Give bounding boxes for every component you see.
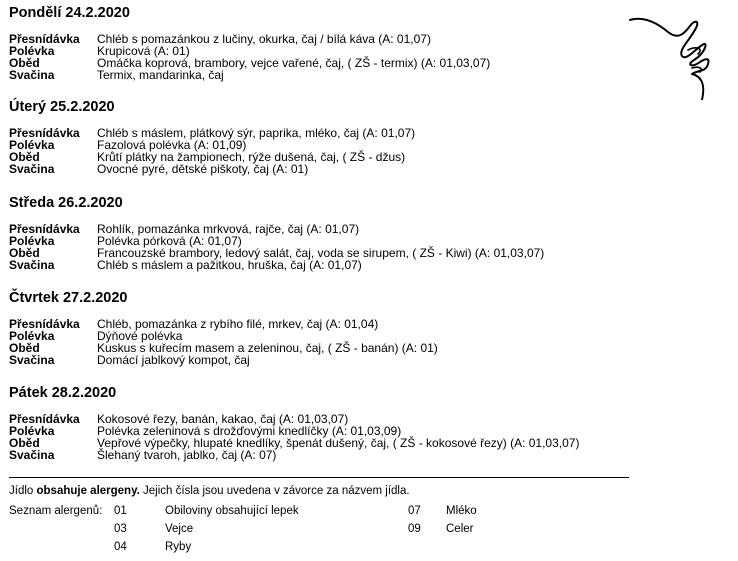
meal-label: Oběd bbox=[9, 436, 40, 450]
meal-row bbox=[9, 259, 362, 271]
meal-label: Svačina bbox=[9, 258, 55, 272]
meal-label: Oběd bbox=[9, 341, 40, 355]
note-suffix: Jejich čísla jsou uvedena v závorce za názvem jídla. bbox=[139, 485, 410, 497]
meal-label: Polévka bbox=[9, 138, 55, 152]
meal-text: Chléb s pomazánkou z lučiny, okurka, čaj / bílá káva (A: 01,07) bbox=[97, 32, 431, 46]
meal-text: Ovocné pyré, dětské piškoty, čaj (A: 01) bbox=[97, 162, 309, 176]
meal-text: Chléb s máslem, plátkový sýr, paprika, mléko, čaj (A: 01,07) bbox=[97, 126, 416, 140]
meal-text: Polévka zeleninová s drožďovými knedlíčky (A: 01,03,09) bbox=[97, 424, 402, 438]
meal-label: Svačina bbox=[9, 68, 55, 82]
meal-label: Přesnídávka bbox=[9, 32, 80, 46]
meal-text: Polévka pórková (A: 01,07) bbox=[97, 234, 242, 248]
day-title: Čtvrtek 27.2.2020 bbox=[9, 290, 128, 306]
meal-row bbox=[9, 163, 308, 175]
allergen-code: 09 bbox=[408, 523, 421, 535]
allergen-name: Celer bbox=[446, 523, 474, 535]
meal-label: Polévka bbox=[9, 44, 55, 58]
meal-text: Fazolová polévka (A: 01,09) bbox=[97, 138, 247, 152]
day-title: Středa 26.2.2020 bbox=[9, 195, 123, 211]
meal-text: Dýňové polévka bbox=[97, 329, 183, 343]
meal-row bbox=[9, 57, 490, 69]
note-prefix: Jídlo bbox=[9, 485, 37, 497]
meal-text: Vepřové výpečky, hlupaté knedlíky, špenát dušený, čaj, ( ZŠ - kokosové řezy) (A: 01,03,07) bbox=[97, 436, 580, 450]
meal-row bbox=[9, 449, 276, 461]
meal-label: Oběd bbox=[9, 150, 40, 164]
divider bbox=[9, 477, 629, 478]
meal-text: Omáčka koprová, brambory, vejce vařené, čaj, ( ZŠ - termix) (A: 01,03,07) bbox=[97, 56, 491, 70]
meal-text: Chléb s máslem a pažitkou, hruška, čaj (A: 01,07) bbox=[97, 258, 362, 272]
meal-label: Oběd bbox=[9, 56, 40, 70]
meal-text: Rohlík, pomazánka mrkvová, rajče, čaj (A: 01,07) bbox=[97, 222, 360, 236]
allergen-code: 01 bbox=[114, 505, 127, 517]
meal-text: Šlehaný tvaroh, jablko, čaj (A: 07) bbox=[97, 448, 277, 462]
meal-label: Přesnídávka bbox=[9, 126, 80, 140]
meal-text: Chléb, pomazánka z rybího filé, mrkev, čaj (A: 01,04) bbox=[97, 317, 379, 331]
meal-text: Kokosové řezy, banán, kakao, čaj (A: 01,03,07) bbox=[97, 412, 349, 426]
allergen-list-label: Seznam alergenů: bbox=[9, 505, 103, 517]
note-bold: obsahuje alergeny. bbox=[36, 485, 140, 497]
meal-label: Oběd bbox=[9, 246, 40, 260]
allergen-name: Mléko bbox=[446, 505, 477, 517]
meal-label: Polévka bbox=[9, 234, 55, 248]
allergen-code: 07 bbox=[408, 505, 421, 517]
meal-label: Přesnídávka bbox=[9, 222, 80, 236]
meal-label: Přesnídávka bbox=[9, 412, 80, 426]
meal-label: Přesnídávka bbox=[9, 317, 80, 331]
meal-text: Krůtí plátky na žampionech, rýže dušená, čaj, ( ZŠ - džus) bbox=[97, 150, 406, 164]
meal-row bbox=[9, 33, 431, 45]
meal-label: Svačina bbox=[9, 162, 55, 176]
meal-label: Polévka bbox=[9, 424, 55, 438]
meal-row bbox=[9, 354, 250, 366]
meal-text: Krupicová (A: 01) bbox=[97, 44, 190, 58]
meal-row bbox=[9, 69, 224, 81]
day-title: Pátek 28.2.2020 bbox=[9, 385, 117, 401]
meal-text: Francouzské brambory, ledový salát, čaj, voda se sirupem, ( ZŠ - Kiwi) (A: 01,03,07) bbox=[97, 246, 545, 260]
allergen-name: Ryby bbox=[165, 541, 192, 553]
meal-text: Kuskus s kuřecím masem a zeleninou, čaj, ( ZŠ - banán) (A: 01) bbox=[97, 341, 438, 355]
allergen-code: 03 bbox=[114, 523, 127, 535]
meal-text: Termix, mandarinka, čaj bbox=[97, 68, 224, 82]
day-title: Pondělí 24.2.2020 bbox=[9, 5, 130, 21]
allergen-name: Obiloviny obsahující lepek bbox=[165, 505, 299, 517]
allergen-note bbox=[9, 485, 410, 497]
meal-row bbox=[9, 437, 579, 449]
meal-row bbox=[9, 318, 378, 330]
meal-label: Svačina bbox=[9, 353, 55, 367]
signature-icon bbox=[628, 10, 718, 100]
meal-label: Svačina bbox=[9, 448, 55, 462]
allergen-name: Vejce bbox=[165, 523, 194, 535]
allergen-code: 04 bbox=[114, 541, 127, 553]
meal-label: Polévka bbox=[9, 329, 55, 343]
meal-text: Domácí jablkový kompot, čaj bbox=[97, 353, 250, 367]
day-title: Úterý 25.2.2020 bbox=[9, 99, 115, 115]
